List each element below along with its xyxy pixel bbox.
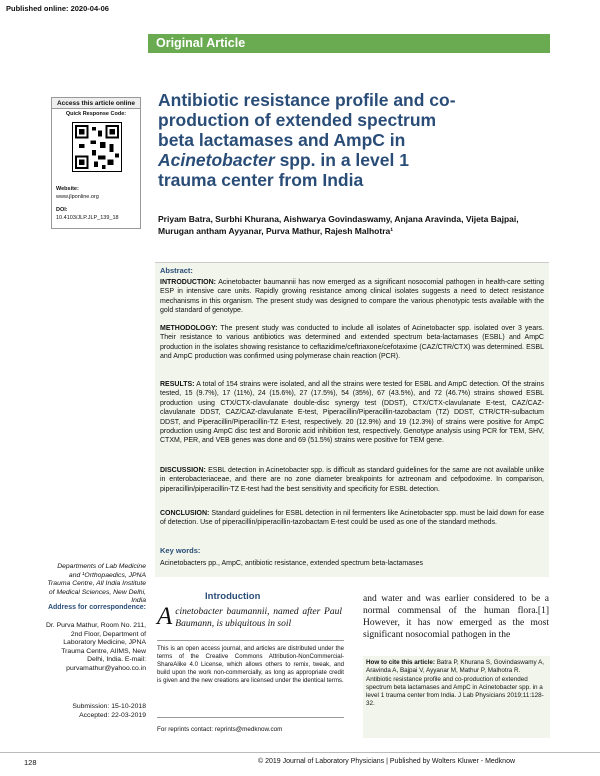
results-label: RESULTS: xyxy=(160,381,195,388)
doi-link[interactable]: 10.4103/JLP.JLP_139_18 xyxy=(56,215,119,221)
abstract-box xyxy=(155,262,549,577)
doi-label: DOI: xyxy=(56,207,68,213)
cite-text: Batra P, Khurana S, Govindaswamy A, Aravinda A, Bajpai V, Ayyanar M, Mathur P, Malhotra R. Antibiotic resistance profile and co-production of extended spectrum beta lactamases and AmpC in Acinetobacter spp. in a level 1 trauma center from India. J Lab Physicians 2019;11:128-32. xyxy=(366,659,545,708)
cite-box xyxy=(363,656,550,738)
copyright: © 2019 Journal of Laboratory Physicians | Published by Wolters Kluwer - Medknow xyxy=(258,758,516,765)
footer-divider xyxy=(0,752,600,753)
title-part2: spp. in a level 1 trauma center from India xyxy=(158,150,409,190)
dates xyxy=(46,703,146,720)
affiliation: Departments of Lab Medicine and ¹Orthopaedics, JPNA Trauma Centre, All India Institute of Medical Sciences, New Delhi, India xyxy=(47,563,146,604)
page-number: 128 xyxy=(24,758,37,767)
abstract-discussion xyxy=(160,466,544,494)
qr-label: Quick Response Code: xyxy=(65,111,127,117)
intro-column-1 xyxy=(157,603,342,630)
discussion-text: ESBL detection in Acinetobacter spp. is difficult as standard guidelines for the same are not available unlike in enterobacteriaceae, and there are no zone diameter breakpoints for aztreonam and cefpodoxime. In comparison, piperacillin/piperacillin-TZ E-test had the best sensitivity and specificity for ESBL detection. xyxy=(160,467,544,493)
website-link[interactable]: www.jlponline.org xyxy=(56,194,99,200)
abstract-conclusion xyxy=(160,509,544,528)
introduction-label: INTRODUCTION: xyxy=(160,279,216,286)
conclusion-text: Standard guidelines for ESBL detection in nil fermenters like Acinetobacter spp. must be laid down for ease of detection. Use of piperacillin/piperacillin-tazobactam E-test could be used as one of the standard methods. xyxy=(160,510,544,527)
discussion-label: DISCUSSION: xyxy=(160,467,206,474)
correspondence-heading: Address for correspondence: xyxy=(47,604,146,611)
website-label: Website: xyxy=(56,186,79,192)
cite-label: How to cite this article: xyxy=(366,659,435,666)
title-part1: Antibiotic resistance profile and co-production of extended spectrum beta lactamases and AmpC in xyxy=(158,90,456,150)
article-title xyxy=(158,90,458,190)
keywords-heading: Key words: xyxy=(160,546,201,555)
abstract-heading: Abstract: xyxy=(160,266,193,275)
introduction-heading: Introduction xyxy=(205,591,261,602)
open-access-notice xyxy=(157,640,344,718)
author-list: Priyam Batra, Surbhi Khurana, Aishwarya Govindaswamy, Anjana Aravinda, Vijeta Bajpai, Murugan antham Ayyanar, Purva Mathur, Rajesh Malhotra¹ xyxy=(158,214,519,236)
section-banner xyxy=(148,34,550,53)
qr-code-icon[interactable] xyxy=(72,122,122,172)
submission-date: Submission: 15-10-2018 xyxy=(72,703,146,710)
access-header: Access this article online xyxy=(52,98,140,109)
methodology-text: The present study was conducted to include all isolates of Acinetobacter spp. isolated over 3 years. Their resistance to various antibiotics was determined and extended spectrum beta-lactamases (ESBL) and AmpC production in the isolates showing resistance to ceftazidime/ceftriaxone/cefotaxime (CAZ/CTR/CTX) was determined. ESBL and AmpC production was confirmed using polymerase chain reaction (PCR). xyxy=(160,325,544,361)
methodology-label: METHODOLOGY: xyxy=(160,325,218,332)
section-label: Original Article xyxy=(156,36,246,50)
keywords: Acinetobacters pp., AmpC, antibiotic resistance, extended spectrum beta-lactamases xyxy=(160,560,424,567)
cite-content xyxy=(366,659,547,709)
access-box xyxy=(51,97,141,229)
reprints-contact: For reprints contact: reprints@medknow.com xyxy=(157,726,283,733)
conclusion-label: CONCLUSION: xyxy=(160,510,210,517)
intro-column-2: and water and was earlier considered to be a normal commensal of the human flora.[1] However, it has now emerged as the most significant nosocomial pathogen in the xyxy=(363,594,549,640)
published-date: Published online: 2020-04-06 xyxy=(6,4,109,13)
title-genus: Acinetobacter xyxy=(158,150,275,170)
open-access-text: This is an open access journal, and articles are distributed under the terms of the Creative Commons Attribution-NonCommercial-ShareAlike 4.0 License, which allows others to remix, tweak, and build upon the work non-commercially, as long as appropriate credit is given and the new creations are licensed under the identical terms. xyxy=(157,645,344,684)
results-text: A total of 154 strains were isolated, and all the strains were tested for ESBL and AmpC detection. Of the strains tested, 15 (9.7%), 17 (11%), 24 (15.6%), 27 (17.5%), 54 (35%), 67 (43.5%), and 72 (46.7%) strains showed ESBL production using CTX/CTX-clavulanate double-disc synergy test (DDST), CTX/CTX-clavulanate E-test, CAZ/CAZ-clavulanate DDST, CAZ/CAZ-clavulanate E-test, Piperacillin/Piperacillin-tazobactam (TZ) DDST, CTR/CTR-sulbactum DDST, and Piperacillin/Piperacillin-TZ E-test, respectively. 20 (12.9%) and 19 (12.3%) of strains were positive for AmpC production using AmpC disc test and Boronic acid inhibition test, respectively. Genotype analysis using PCR for TEM, SHV, CTXM, PER, and VEB genes was done and 69 (51.5%) strains were positive for TEM gene. xyxy=(160,381,544,445)
correspondence-address: Dr. Purva Mathur, Room No. 211, 2nd Floor, Department of Laboratory Medicine, JPNA Trauma Centre, AIIMS, New Delhi, India. E-mail: purvamathur@yahoo.co.in xyxy=(46,622,146,672)
drop-cap: A xyxy=(157,603,173,630)
introduction-text: Acinetobacter baumannii has now emerged as a significant nosocomial pathogen in health-care setting ESP in intensive care units. Rapidly growing resistance among clinical isolates suggests a need to detect resistance mechanisms in this organism. The present study was designed to compare the various phenotypic tests available with the gold standard of genotype. xyxy=(160,279,544,315)
abstract-introduction xyxy=(160,278,544,316)
intro-text-1: cinetobacter baumannii, named after Paul Baumann, is ubiquitous in soil xyxy=(175,607,342,629)
accepted-date: Accepted: 22-03-2019 xyxy=(79,711,146,719)
abstract-results xyxy=(160,380,544,446)
abstract-methodology xyxy=(160,324,544,362)
